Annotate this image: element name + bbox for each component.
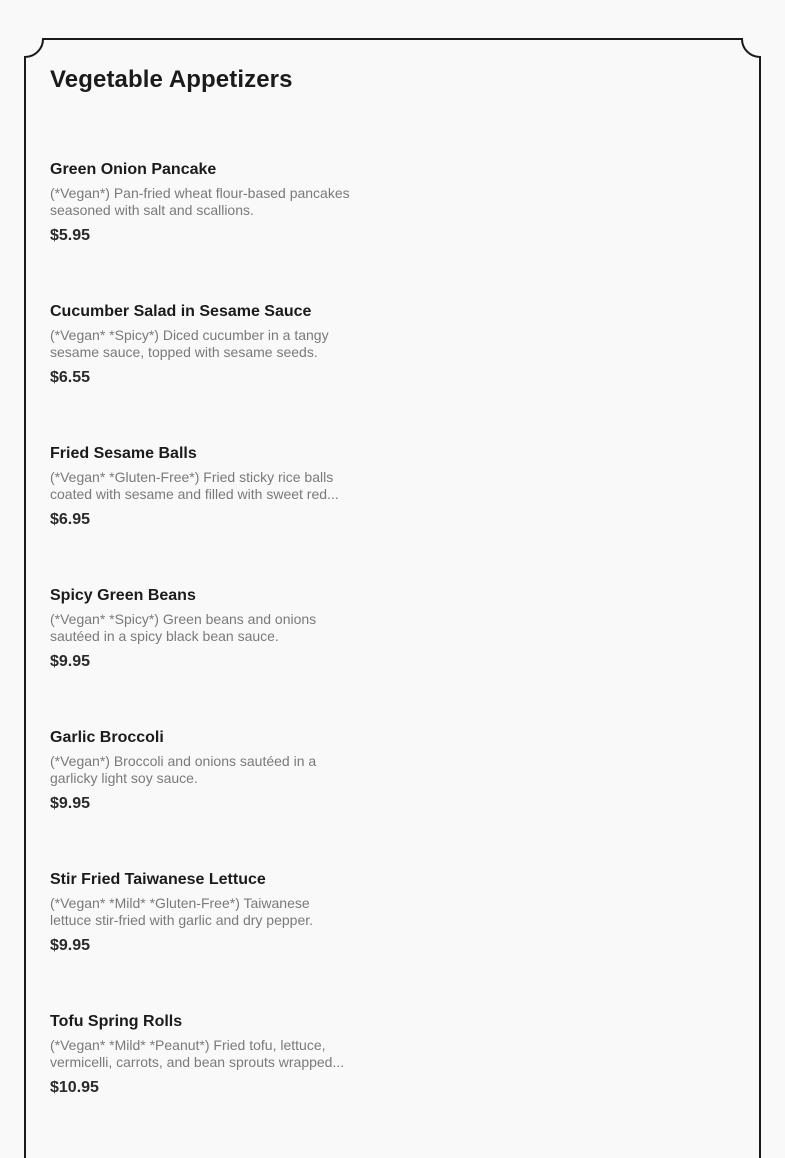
- menu-item-name: Green Onion Pancake: [50, 161, 217, 178]
- menu-item-description: (*Vegan*) Broccoli and onions sautéed in a garlicky light soy sauce.: [50, 753, 317, 786]
- section-title: Vegetable Appetizers: [50, 66, 293, 93]
- menu-item-description: (*Vegan* *Spicy*) Diced cucumber in a tangy sesame sauce, topped with sesame seeds.: [50, 327, 329, 360]
- menu-item-price: $9.95: [50, 795, 91, 812]
- menu-item-name: Spicy Green Beans: [50, 587, 196, 604]
- menu-item-description: (*Vegan* *Spicy*) Green beans and onions sautéed in a spicy black bean sauce.: [50, 611, 317, 644]
- menu-section-card: [24, 38, 761, 1158]
- menu-item-price: $6.95: [50, 511, 91, 528]
- menu-item-price: $9.95: [50, 653, 91, 670]
- menu-item-fried-sesame-balls[interactable]: [50, 444, 360, 530]
- menu-item-description: (*Vegan* *Mild* *Peanut*) Fried tofu, lettuce, vermicelli, carrots, and bean sprouts wrapped...: [50, 1037, 345, 1070]
- menu-item-price: $6.55: [50, 369, 91, 386]
- menu-item-description: (*Vegan*) Pan-fried wheat flour-based pancakes seasoned with salt and scallions.: [50, 185, 350, 218]
- menu-item-name: Tofu Spring Rolls: [50, 1013, 183, 1030]
- menu-item-name: Cucumber Salad in Sesame Sauce: [50, 303, 312, 320]
- menu-item-description: (*Vegan* *Mild* *Gluten-Free*) Taiwanese lettuce stir-fried with garlic and dry pepper.: [50, 895, 314, 928]
- menu-item-name: Garlic Broccoli: [50, 729, 164, 746]
- menu-item-price: $5.95: [50, 227, 91, 244]
- menu-item-stir-fried-taiwanese-lettuce[interactable]: [50, 870, 360, 956]
- menu-item-spicy-green-beans[interactable]: [50, 586, 360, 672]
- menu-item-tofu-spring-rolls[interactable]: [50, 1012, 360, 1098]
- menu-item-description: (*Vegan* *Gluten-Free*) Fried sticky rice balls coated with sesame and filled with sweet red...: [50, 469, 339, 502]
- menu-item-cucumber-salad[interactable]: [50, 302, 360, 388]
- menu-item-name: Stir Fried Taiwanese Lettuce: [50, 871, 266, 888]
- menu-item-name: Fried Sesame Balls: [50, 445, 197, 462]
- menu-item-price: $10.95: [50, 1079, 99, 1096]
- menu-item-green-onion-pancake[interactable]: [50, 160, 360, 246]
- menu-item-garlic-broccoli[interactable]: [50, 728, 360, 814]
- menu-item-price: $9.95: [50, 937, 91, 954]
